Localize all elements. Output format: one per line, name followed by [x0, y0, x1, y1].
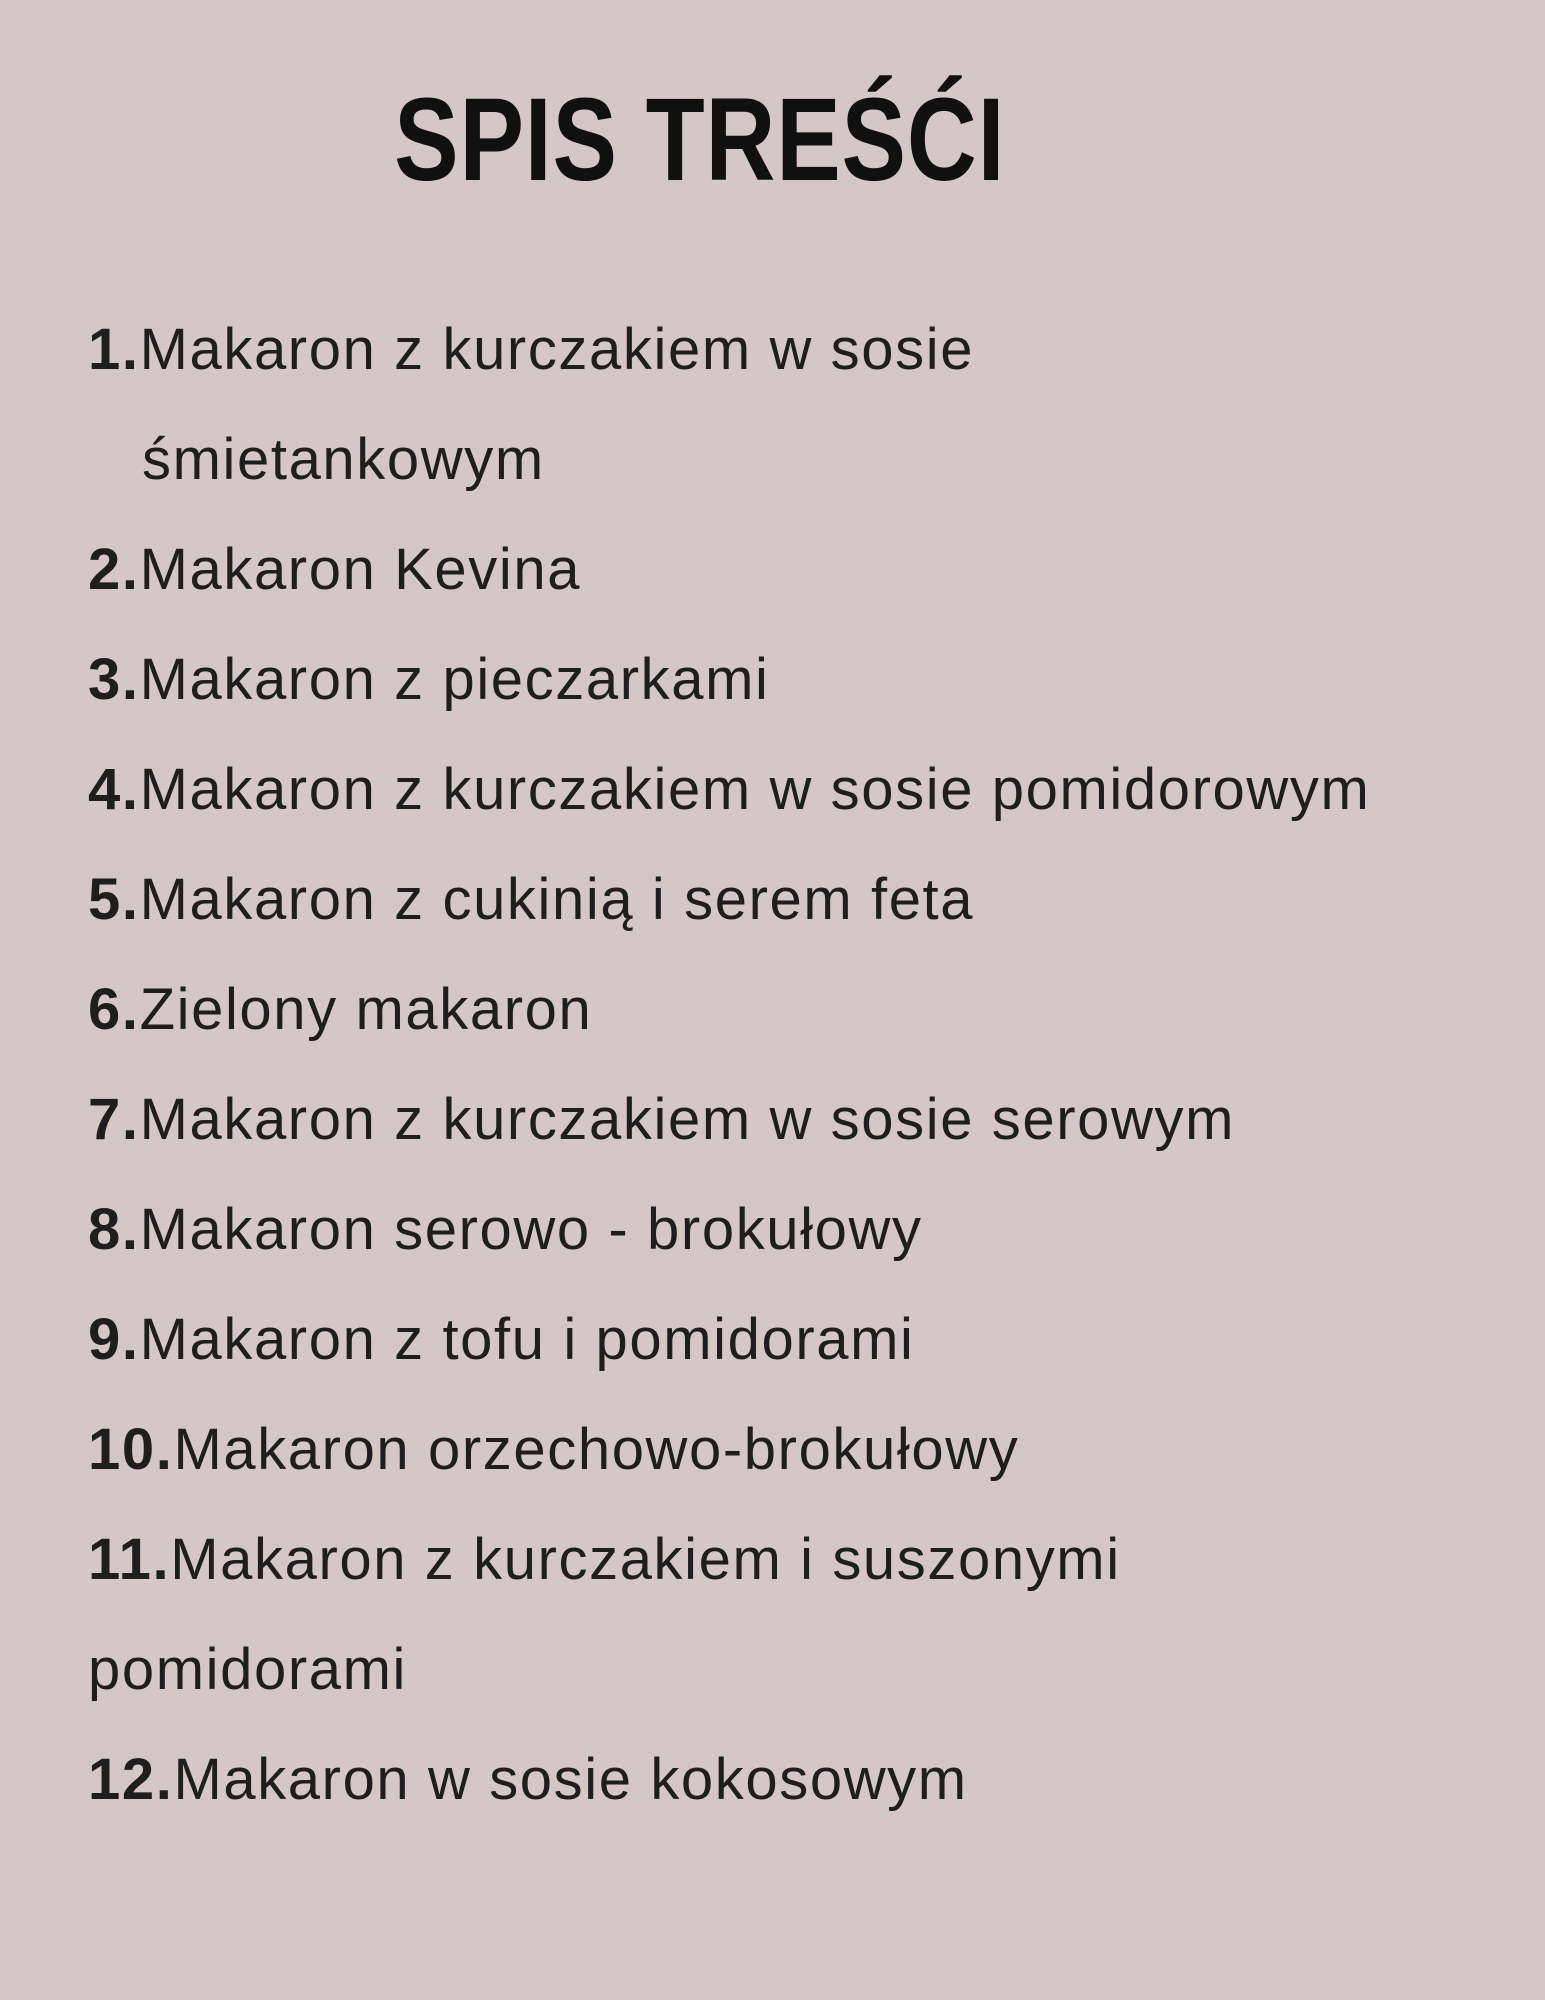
toc-line — [88, 1175, 1468, 1285]
toc-line-text: Zielony makaron — [139, 977, 593, 1042]
toc-line-text: Makaron serowo - brokułowy — [139, 1197, 923, 1262]
toc-line-text: Makaron z cukinią i serem feta — [139, 867, 975, 932]
page-title-text: SPIS TREŚĆI — [394, 74, 1006, 206]
toc-line — [88, 735, 1468, 845]
toc-line-number: 8. — [88, 1197, 140, 1262]
toc-line-number: 11. — [88, 1527, 171, 1592]
toc-line — [88, 405, 1468, 515]
toc-line — [88, 1065, 1468, 1175]
toc-line-text: Makaron z kurczakiem w sosie — [139, 317, 975, 382]
toc-line-number: 5. — [88, 867, 140, 932]
toc-line-number: 9. — [88, 1307, 140, 1372]
toc-line-text: Makaron z pieczarkami — [139, 647, 770, 712]
toc-line-number: 3. — [88, 647, 140, 712]
toc-line-text: pomidorami — [88, 1637, 407, 1702]
toc-line-text: Makaron orzechowo-brokułowy — [173, 1417, 1020, 1482]
toc-line-text: Makaron z tofu i pomidorami — [139, 1307, 915, 1372]
toc-line — [88, 1395, 1468, 1505]
toc-line-text: Makaron z kurczakiem w sosie serowym — [139, 1087, 1236, 1152]
toc-line-number: 2. — [88, 537, 140, 602]
toc-line-number: 10. — [88, 1417, 174, 1482]
toc-line-number: 1. — [88, 317, 140, 382]
page-title — [0, 70, 1400, 210]
toc-line — [88, 845, 1468, 955]
toc-line-text: Makaron w sosie kokosowym — [173, 1747, 968, 1812]
toc-line-text: Makaron Kevina — [139, 537, 582, 602]
toc-line-text: Makaron z kurczakiem w sosie pomidorowym — [139, 757, 1371, 822]
toc-line-number: 4. — [88, 757, 140, 822]
toc-line — [88, 1725, 1468, 1835]
toc-line-number: 6. — [88, 977, 140, 1042]
toc-line — [88, 1615, 1468, 1725]
toc-line-text: Makaron z kurczakiem i suszonymi — [170, 1527, 1121, 1592]
toc-line-number: 7. — [88, 1087, 140, 1152]
toc-line-number: 12. — [88, 1747, 174, 1812]
toc-line — [88, 515, 1468, 625]
toc-line — [88, 1285, 1468, 1395]
toc-line — [88, 625, 1468, 735]
toc-list — [88, 295, 1468, 1835]
toc-line — [88, 1505, 1468, 1615]
toc-line-text: śmietankowym — [142, 427, 545, 492]
toc-line — [88, 955, 1468, 1065]
toc-line — [88, 295, 1468, 405]
